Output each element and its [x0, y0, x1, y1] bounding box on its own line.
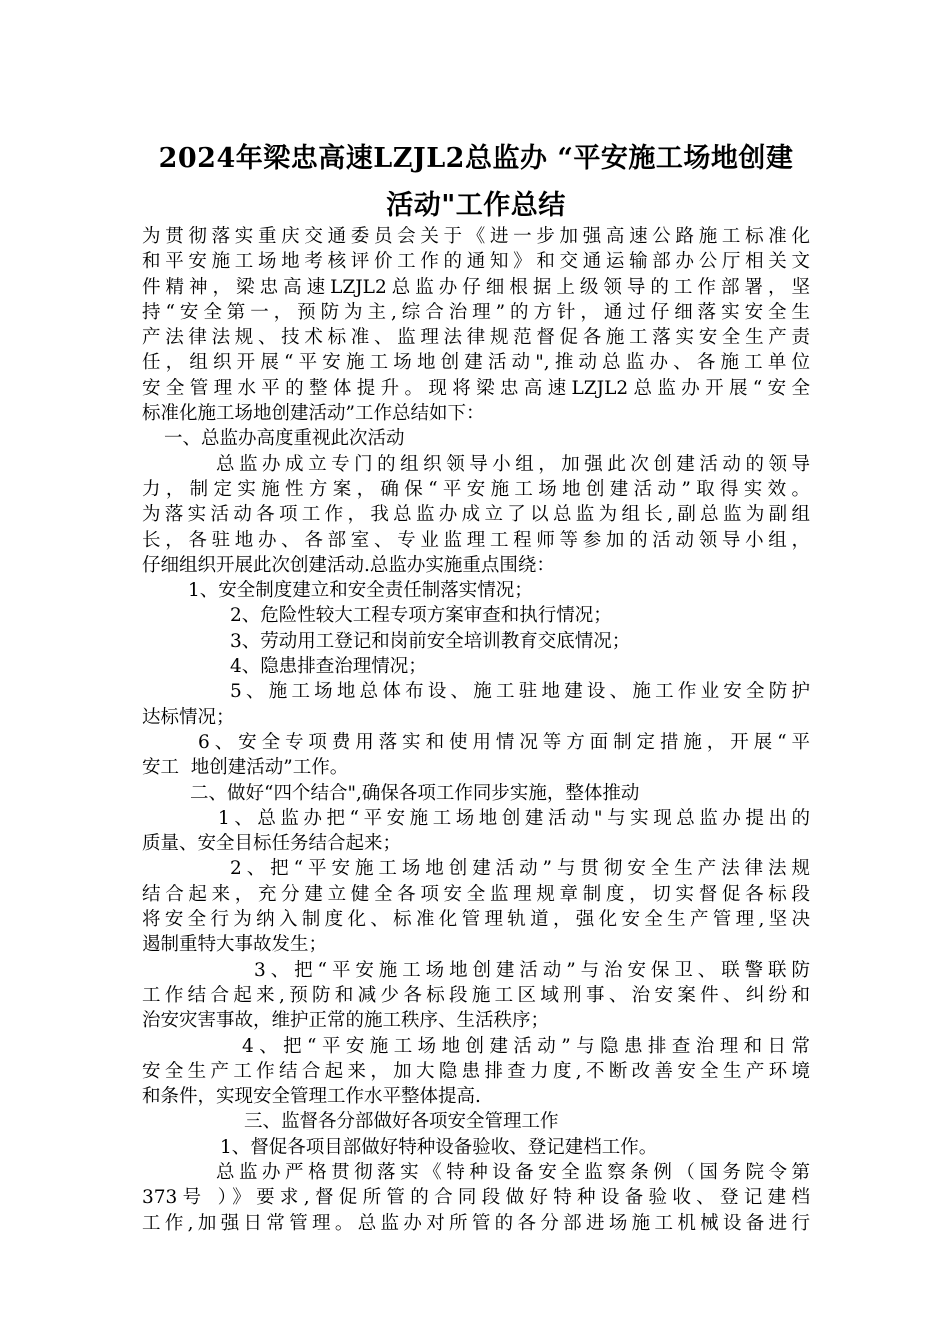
list-item: 2、危险性较大工程专项方案审查和执行情况； — [230, 605, 612, 627]
body-line: 持“安全第一，预防为主,综合治理”的方针，通过仔细落实安全生 — [142, 301, 810, 323]
section-heading: 三、监督各分部做好各项安全管理工作 — [244, 1111, 559, 1133]
list-item: 5、施工场地总体布设、施工驻地建设、施工作业安全防护 — [230, 681, 810, 703]
section-heading: 一、总监办高度重视此次活动 — [164, 428, 405, 450]
body-line: 治安灾害事故，维护正常的施工秩序、生活秩序； — [142, 1010, 550, 1032]
list-item: 3、劳动用工登记和岗前安全培训教育交底情况； — [230, 630, 631, 652]
body-line: 长，各驻地办、各部室、专业监理工程师等参加的活动领导小组， — [142, 529, 810, 551]
body-line: 为贯彻落实重庆交通委员会关于《进一步加强高速公路施工标准化 — [142, 226, 810, 247]
document-title-line-1: 2024年梁忠高速LZJL2总监办 “平安施工场地创建 — [158, 143, 794, 174]
body-line: 和条件，实现安全管理工作水平整体提高. — [142, 1086, 481, 1108]
body-line: 工作,加强日常管理。总监办对所管的各分部进场施工机械设备进行 — [142, 1212, 810, 1234]
body-line: 和平安施工场地考核评价工作的通知》和交通运输部办公厅相关文 — [142, 251, 810, 273]
list-item: 6、安全专项费用落实和使用情况等方面制定措施，开展“平 — [198, 731, 810, 753]
document-body — [142, 224, 810, 1236]
body-line: 总监办成立专门的组织领导小组，加强此次创建活动的领导 — [216, 453, 810, 475]
body-line: 件精神，梁忠高速LZJL2总监办仔细根据上级领导的工作部署，坚 — [142, 276, 810, 298]
list-item: 1、总监办把“平安施工场地创建活动"与实现总监办提出的 — [218, 807, 810, 829]
body-line: 安全管理水平的整体提升。现将梁忠高速LZJL2总监办开展“安全 — [142, 377, 810, 399]
body-line: 结合起来，充分建立健全各项安全监理规章制度，切实督促各标段 — [142, 883, 810, 905]
body-line: 力，制定实施性方案，确保“平安施工场地创建活动”取得实效。 — [142, 478, 810, 500]
body-line: 达标情况； — [142, 706, 235, 728]
body-line: 质量、安全目标任务结合起来； — [142, 833, 402, 855]
list-item: 4、隐患排查治理情况； — [230, 656, 427, 678]
list-item: 1、安全制度建立和安全责任制落实情况； — [188, 580, 533, 602]
body-line: 工作结合起来,预防和减少各标段施工区域刑事、治安案件、纠纷和 — [142, 984, 810, 1006]
body-line: 任，组织开展“平安施工场地创建活动",推动总监办、各施工单位 — [142, 352, 810, 374]
body-line: 将安全行为纳入制度化、标准化管理轨道，强化安全生产管理,坚决 — [142, 909, 810, 931]
body-line: 安全生产工作结合起来，加大隐患排查力度,不断改善安全生产环境 — [142, 1060, 810, 1082]
list-item: 2、把“平安施工场地创建活动”与贯彻安全生产法律法规 — [230, 858, 810, 880]
body-line: 为落实活动各项工作，我总监办成立了以总监为组长,副总监为副组 — [142, 504, 810, 526]
body-line: 安工 地创建活动”工作。 — [142, 757, 349, 779]
list-item: 4、把“平安施工场地创建活动”与隐患排查治理和日常 — [242, 1035, 810, 1057]
body-line: 仔细组织开展此次创建活动.总监办实施重点围绕： — [142, 554, 555, 576]
list-item: 3、把“平安施工场地创建活动”与治安保卫、联警联防 — [254, 959, 810, 981]
section-heading: 二、做好“四个结合",确保各项工作同步实施，整体推动 — [190, 782, 640, 804]
body-line: 总监办严格贯彻落实《特种设备安全监察条例（国务院令第 — [216, 1161, 810, 1183]
body-line: 373号 ）》要求,督促所管的合同段做好特种设备验收、登记建档 — [142, 1187, 810, 1209]
body-line: 遏制重特大事故发生； — [142, 934, 328, 956]
body-line: 标准化施工场地创建活动”工作总结如下： — [142, 403, 485, 425]
document-title-line-2: 活动"工作总结 — [386, 190, 566, 221]
list-item: 1、督促各项目部做好特种设备验收、登记建档工作。 — [220, 1136, 658, 1158]
body-line: 产法律法规、技术标准、监理法律规范督促各施工落实安全生产责 — [142, 327, 810, 349]
